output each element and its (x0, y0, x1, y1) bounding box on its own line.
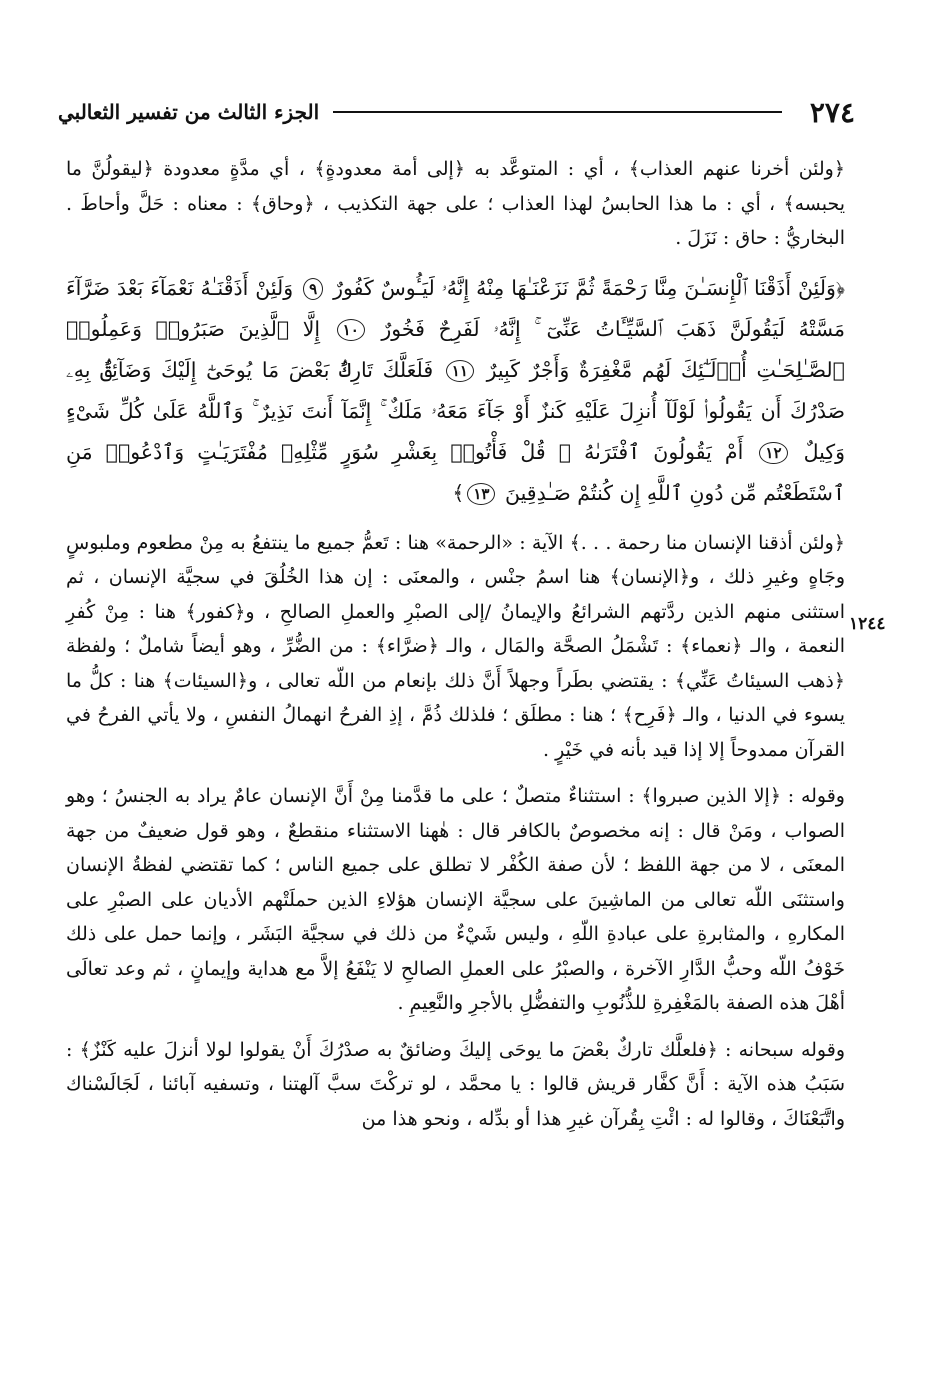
paragraph-3: ﴿ولئن أذقنا الإنسان منا رحمة . . .﴾ الآية : «الرحمة» هنا : تَعمُّ جميع ما ينتفعُ به مِنْ مطعوم وملبوسٍ وجَاهٍ وغيرِ ذلك ، و﴿الإنسان﴾ هنا اسمُ جنْس ، والمعنَى : إن هذا الخُلُقَ في سجيَّة الإنسان ، ثم استثنى منهم الذين ردَّتهم الشرائعُ والإيمانُ /إلى الصبْرِ والعملِ الصالحِ ، و﴿كفور﴾ هنا : مِنْ كُفرِ النعمة ، والـ ﴿نعماء﴾ : تَشْمَلُ الصحَّة والمَال ، والـ ﴿ضرَّاء﴾ : من الضُّرِّ ، وهو أيضاً شاملٌ ؛ ولفظة ﴿ذهب السيئاتُ عَنِّي﴾ : يقتضي بطَراً وجهلاً أَنَّ ذلك بإنعام من اللّه تعالى ، و﴿السيئات﴾ هنا : كلُّ ما يسوء في الدنيا ، والـ ﴿فَرِح﴾ ؛ هنا : مطلَق ؛ فلذلك ذُمَّ ، إذِ الفرحُ انهمالُ النفسِ ، ولا يأتي الفرحُ في القرآن ممدوحاً إلا إذا قيد بأنه في خَيْرٍ . (66, 531, 845, 761)
ayah-number-12: ١٢ (759, 442, 787, 464)
ayah-number-9: ٩ (303, 278, 323, 300)
quran-closing-bracket: ﴾ (452, 480, 465, 505)
page-body (66, 152, 845, 1148)
page-header (58, 92, 855, 132)
verse-text-13: أَمْ يَقُولُونَ ٱفْتَرَىٰهُ ۖ قُلْ فَأْتُوا۟ بِعَشْرِ سُوَرٍ مِّثْلِهِۦ مُفْتَرَيَـٰتٍ وَٱدْعُوا۟ مَنِ ٱسْتَطَعْتُم مِّن دُونِ ٱللَّهِ إِن كُنتُمْ صَـٰدِقِينَ (66, 439, 845, 505)
verse-text-9: ﴿وَلَئِنْ أَذَقْنَا ٱلْإِنسَـٰنَ مِنَّا رَحْمَةً ثُمَّ نَزَعْنَـٰهَا مِنْهُ إِنَّهُۥ لَيَـُٔوسٌ كَفُورٌ (333, 275, 845, 300)
paragraph-5: وقوله سبحانه : ﴿فلعلَّك تاركٌ بعْضَ ما يوحَى إليكَ وضائقٌ به صدْرُكَ أَنْ يقولوا لولا أنزلَ عليه كَنْزٌ﴾ : سَبَبُ هذه الآية : أَنَّ كفَّار قريش قالوا : يا محمَّد ، لو تركْتَ سبَّ آلهتنا ، وتسفيه آبائنا ، لَجَالَسْناك واتَّبَعْنَاكَ ، وقالوا له : ائْتِ بِقُرآن غيرِ هذا أو بدِّله ، ونحو هذا من (66, 1038, 845, 1130)
header-rule (333, 111, 782, 113)
ayah-number-11: ١١ (446, 360, 474, 382)
quran-verses-block (66, 268, 845, 514)
paragraph-1: ﴿ولئن أخرنا عنهم العذاب﴾ ، أي : المتوعَّد به ﴿إلى أمة معدودةٍ﴾ ، أي مدَّةٍ معدودة ﴿ليقولُنَّ ما يحبسه﴾ ، أي : ما هذا الحابسُ لهذا العذاب ؛ على جهة التكذيب ، ﴿وحاق﴾ : معناه : حَلَّ وأحاطَ . البخاريُّ : حاق : نَزَلَ . (66, 158, 845, 249)
ayah-number-10: ١٠ (337, 319, 365, 341)
ayah-number-13: ١٣ (467, 483, 495, 505)
paragraph-4: وقوله : ﴿إلا الذين صبروا﴾ : استثناءٌ متصلٌ ؛ على ما قدَّمنا مِنْ أَنَّ الإنسان عامٌ يراد به الجنسُ ؛ وهو الصواب ، ومَنْ قال : إنه مخصوصٌ بالكافر قال : هٰهنا الاستثناء منقطعٌ ، وهو قول ضعيفٌ من جهة المعنَى ، لا من جهة اللفظ ؛ لأن صفة الكُفْر لا تطلق على جميع الناس ؛ كما تقتضي لفظةُ الإنسان واستثنَى اللّه تعالى من الماشِينَ على سجيَّة الإنسان هؤلاءِ الذين حملَتْهم الأديان على الصبْرِ على المكارهِ ، والمثابرةِ على عبادةِ اللّهِ ، وليس شَيْءٌ من ذلك في سجيَّة البَشَر ، وإنما حمل على ذلك خَوْفُ اللّه وحبُّ الدَّارِ الآخرة ، والصبْرُ على العملِ الصالحِ لا يَنْفَعُ إلاَّ مع هداية وإيمانٍ ، ثم وعد تعالَى أهْلَ هذه الصفة بالمَغْفِرةِ للذُّنُوبِ والتفضُّلِ بالأجرِ والنَّعِيمِ . (66, 785, 845, 1014)
verse-text-11: إِلَّا ٱلَّذِينَ صَبَرُوا۟ وَعَمِلُوا۟ ٱلصَّـٰلِحَـٰتِ أُو۟لَـٰٓئِكَ لَهُم مَّغْفِرَةٌ وَأَجْرٌ كَبِيرٌ (66, 316, 845, 382)
margin-manuscript-ref: ١٢٤٤ (849, 614, 886, 634)
page-number: ٢٧٤ (809, 95, 855, 129)
verse-text-10: وَلَئِنْ أَذَقْنَـٰهُ نَعْمَآءَ بَعْدَ ضَرَّآءَ مَسَّتْهُ لَيَقُولَنَّ ذَهَبَ ٱلسَّيِّـَٔاتُ عَنِّىٓ ۚ إِنَّهُۥ لَفَرِحٌ فَخُورٌ (66, 275, 845, 341)
running-title: الجزء الثالث من تفسير الثعالبي (58, 100, 320, 124)
verse-text-12: فَلَعَلَّكَ تَارِكٌۢ بَعْضَ مَا يُوحَىٰٓ إِلَيْكَ وَضَآئِقٌۢ بِهِۦ صَدْرُكَ أَن يَقُولُوا۟ لَوْلَآ أُنزِلَ عَلَيْهِ كَنزٌ أَوْ جَآءَ مَعَهُۥ مَلَكٌ ۚ إِنَّمَآ أَنتَ نَذِيرٌ ۚ وَٱللَّهُ عَلَىٰ كُلِّ شَىْءٍ وَكِيلٌ (66, 357, 845, 464)
